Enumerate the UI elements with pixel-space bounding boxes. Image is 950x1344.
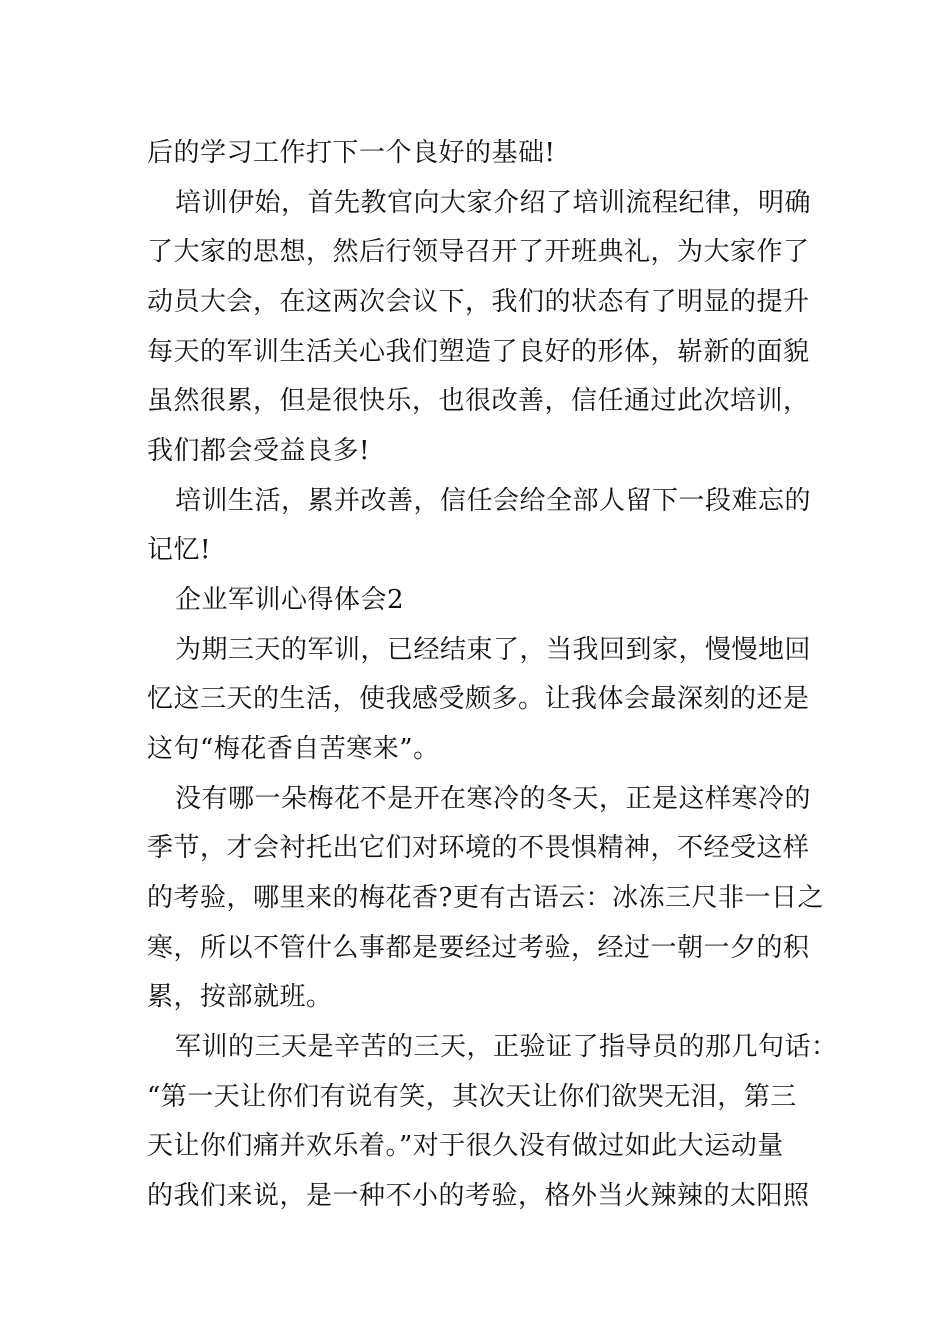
text-line: 天让你们痛并欢乐着。”对于很久没有做过如此大运动量	[147, 1131, 784, 1161]
text-line: 动员大会，在这两次会议下，我们的状态有了明显的提升	[147, 287, 810, 317]
text-line: 季节，才会衬托出它们对环境的不畏惧精神，不经受这样	[147, 833, 810, 863]
text-line: “第一天让你们有说有笑，其次天让你们欲哭无泪，第三	[147, 1082, 797, 1112]
text-line: 累，按部就班。	[147, 982, 333, 1012]
text-line: 虽然很累，但是很快乐，也很改善，信任通过此次培训，	[147, 386, 810, 416]
text-line: 军训的三天是辛苦的三天，正验证了指导员的那几句话：	[175, 1032, 838, 1062]
text-line: 的考验，哪里来的梅花香?更有古语云：冰冻三尺非一日之	[147, 883, 824, 913]
text-line: 我们都会受益良多!	[147, 436, 370, 466]
text-line: 后的学习工作打下一个良好的基础!	[147, 138, 556, 168]
text-line: 这句“梅花香自苦寒来”。	[147, 734, 440, 764]
text-line: 为期三天的军训，已经结束了，当我回到家，慢慢地回	[175, 635, 812, 665]
text-line: 忆这三天的生活，使我感受颇多。让我体会最深刻的还是	[147, 684, 810, 714]
text-line: 培训伊始，首先教官向大家介绍了培训流程纪律，明确	[175, 188, 812, 218]
text-line: 寒，所以不管什么事都是要经过考验，经过一朝一夕的积	[147, 933, 810, 963]
text-line: 每天的军训生活关心我们塑造了良好的形体，崭新的面貌	[147, 337, 810, 367]
text-line: 培训生活，累并改善，信任会给全部人留下一段难忘的	[175, 486, 812, 516]
text-line: 没有哪一朵梅花不是开在寒冷的冬天，正是这样寒冷的	[175, 784, 812, 814]
text-line: 记忆!	[147, 535, 211, 565]
text-line: 了大家的思想，然后行领导召开了开班典礼，为大家作了	[147, 237, 810, 267]
section-heading: 企业军训心得体会2	[175, 585, 405, 615]
text-line: 的我们来说，是一种不小的考验，格外当火辣辣的太阳照	[147, 1181, 810, 1211]
